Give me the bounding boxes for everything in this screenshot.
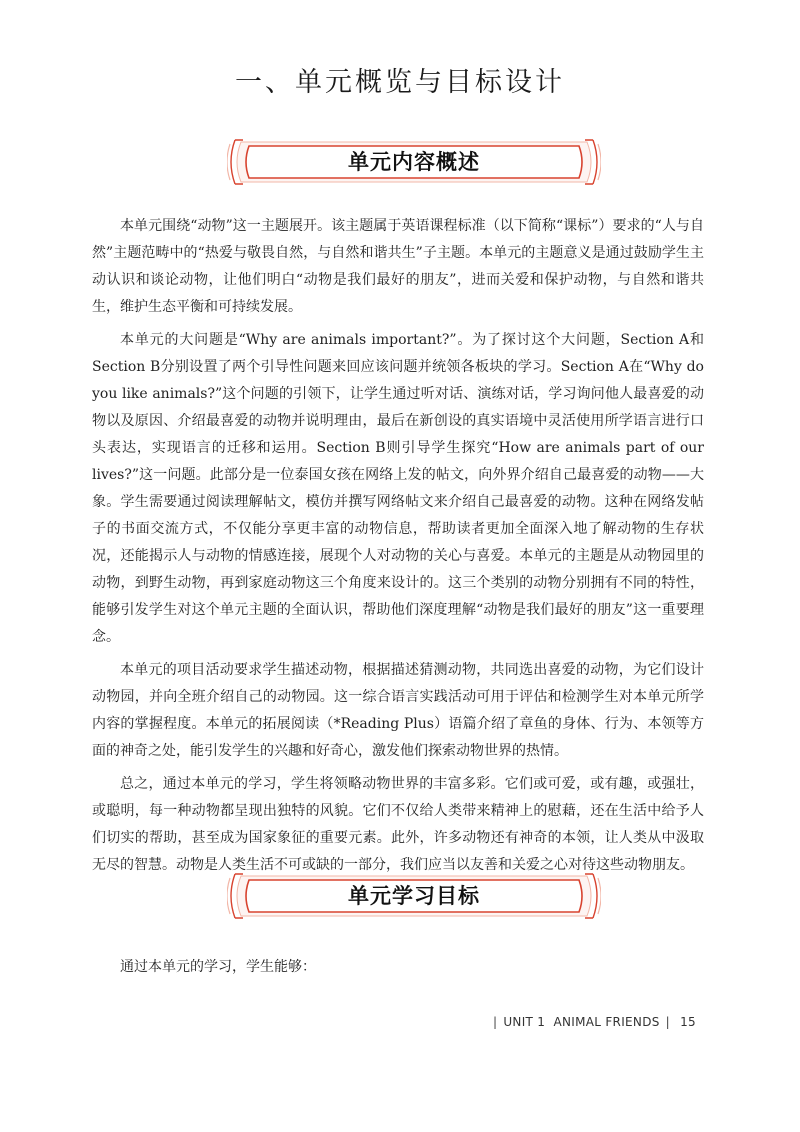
footer-unit-title: ANIMAL FRIENDS <box>553 1015 660 1029</box>
overview-body <box>92 213 704 885</box>
overview-paragraph: 本单元围绕“动物”这一主题展开。该主题属于英语课程标准（以下简称“课标”）要求的“人与自然”主题范畴中的“热爱与敬畏自然，与自然和谐共生”子主题。本单元的主题意义是通过鼓励学生主动认识和谈论动物，让他们明白“动物是我们最好的朋友”，进而关爱和保护动物，与自然和谐共生，维护生态平衡和可持续发展。 <box>92 218 704 315</box>
section-banner-goals <box>227 872 601 920</box>
page-footer <box>487 1015 696 1029</box>
section-banner-overview <box>227 138 601 186</box>
footer-unit: UNIT 1 <box>503 1015 546 1029</box>
overview-paragraph: 总之，通过本单元的学习，学生将领略动物世界的丰富多彩。它们或可爱，或有趣，或强壮，或聪明，每一种动物都呈现出独特的风貌。它们不仅给人类带来精神上的慰藉，还在生活中给予人们切实的帮助，甚至成为国家象征的重要元素。此外，许多动物还有神奇的本领，让人类从中汲取无尽的智慧。动物是人类生活不可或缺的一部分，我们应当以友善和关爱之心对待这些动物朋友。 <box>92 776 704 873</box>
goals-intro: 通过本单元的学习，学生能够： <box>120 959 316 975</box>
overview-paragraph: 本单元的大问题是“Why are animals important?”。为了探讨这个大问题，Section A和Section B分别设置了两个引导性问题来回应该问题并统领各板块的学习。Section A在“Why do you like animals?”这个问题的引领下，让学生通过听对话、演练对话，学习询问他人最喜爱的动物以及原因、介绍最喜爱的动物并说明理由，最后在新创设的真实语境中灵活使用所学语言进行口头表达，实现语言的迁移和运用。Section B则引导学生探究“How are animals part of our lives?”这一问题。此部分是一位泰国女孩在网络上发的帖文，向外界介绍自己最喜爱的动物——大象。学生需要通过阅读理解帖文，模仿并撰写网络帖文来介绍自己最喜爱的动物。这种在网络发帖子的书面交流方式，不仅能分享更丰富的动物信息，帮助读者更加全面深入地了解动物的生存状况，还能揭示人与动物的情感连接，展现个人对动物的关心与喜爱。本单元的主题是从动物园里的动物，到野生动物，再到家庭动物这三个角度来设计的。这三个类别的动物分别拥有不同的特性，能够引发学生对这个单元主题的全面认识，帮助他们深度理解“动物是我们最好的朋友”这一重要理念。 <box>92 332 704 645</box>
section-heading-overview: 单元内容概述 <box>348 149 480 174</box>
footer-separator: | <box>665 1015 670 1029</box>
page-number: 15 <box>680 1015 696 1029</box>
footer-separator: | <box>493 1015 498 1029</box>
section-heading-goals: 单元学习目标 <box>348 883 480 908</box>
overview-paragraph: 本单元的项目活动要求学生描述动物，根据描述猜测动物，共同选出喜爱的动物，为它们设计动物园，并向全班介绍自己的动物园。这一综合语言实践活动可用于评估和检测学生对本单元所学内容的掌握程度。本单元的拓展阅读（*Reading Plus）语篇介绍了章鱼的身体、行为、本领等方面的神奇之处，能引发学生的兴趣和好奇心，激发他们探索动物世界的热情。 <box>92 662 704 759</box>
page-title: 一、单元概览与目标设计 <box>235 67 565 99</box>
